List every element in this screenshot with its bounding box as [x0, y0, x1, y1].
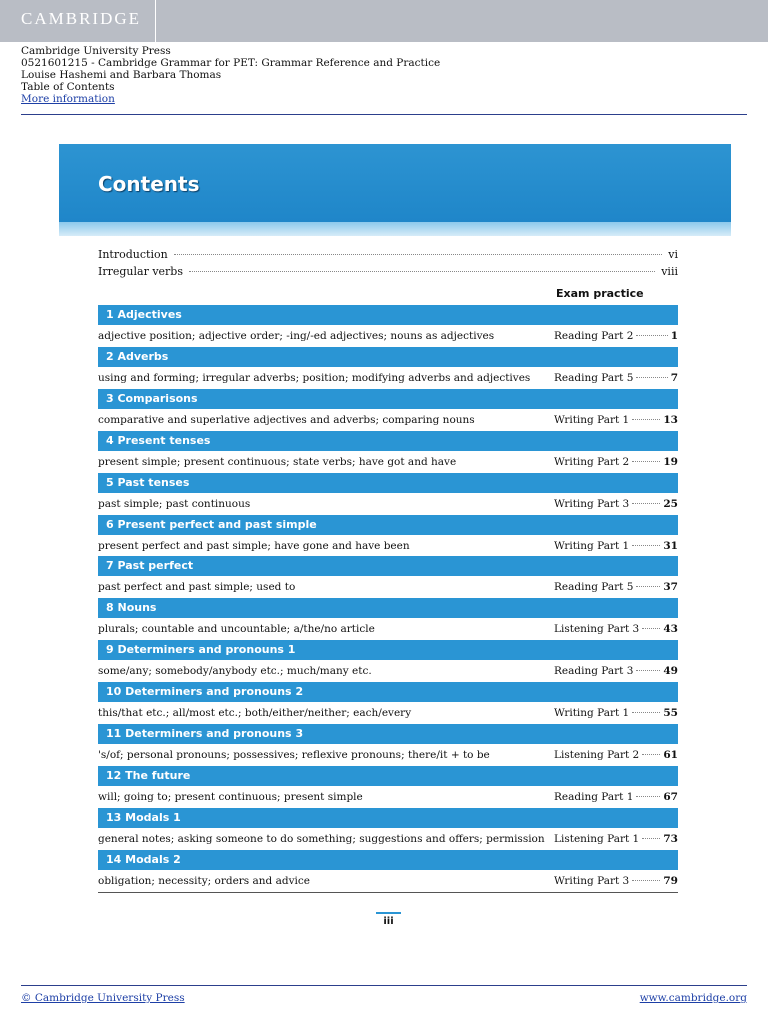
unit-heading: 4 Present tenses	[98, 431, 678, 451]
unit-page: 49	[663, 665, 678, 677]
leader-dots	[642, 754, 660, 755]
unit-page: 37	[663, 581, 678, 593]
contents-banner	[59, 144, 731, 222]
unit-exam	[554, 791, 678, 803]
unit-page: 55	[663, 707, 678, 719]
unit-heading: 2 Adverbs	[98, 347, 678, 367]
exam-part: Reading Part 5	[554, 372, 634, 384]
unit-description: using and forming; irregular adverbs; position; modifying adverbs and adjectives	[98, 372, 531, 384]
unit-row	[98, 367, 678, 390]
meta-section: Table of Contents	[21, 81, 115, 93]
unit-block	[98, 682, 678, 725]
unit-row	[98, 325, 678, 348]
exam-part: Writing Part 1	[554, 540, 630, 552]
unit-page: 25	[663, 498, 678, 510]
unit-description: adjective position; adjective order; -ing/-ed adjectives; nouns as adjectives	[98, 330, 495, 342]
banner-stripe	[59, 222, 731, 236]
exam-part: Writing Part 3	[554, 498, 630, 510]
unit-heading: 12 The future	[98, 766, 678, 786]
unit-description: will; going to; present continuous; present simple	[98, 791, 363, 803]
copyright-link[interactable]: © Cambridge University Press	[21, 992, 185, 1004]
unit-row	[98, 493, 678, 516]
unit-description: present simple; present continuous; state verbs; have got and have	[98, 456, 457, 468]
exam-part: Writing Part 1	[554, 707, 630, 719]
unit-exam	[554, 875, 678, 887]
exam-practice-heading: Exam practice	[556, 287, 644, 300]
toc-entry-label: Introduction	[98, 248, 168, 261]
unit-block	[98, 640, 678, 683]
unit-block	[98, 850, 678, 893]
exam-part: Listening Part 3	[554, 623, 640, 635]
unit-heading: 14 Modals 2	[98, 850, 678, 870]
unit-exam	[554, 414, 678, 426]
unit-heading: 9 Determiners and pronouns 1	[98, 640, 678, 660]
toc-entry-label: Irregular verbs	[98, 265, 183, 278]
unit-page: 19	[663, 456, 678, 468]
unit-exam	[554, 707, 678, 719]
unit-exam	[554, 749, 678, 761]
unit-description: general notes; asking someone to do something; suggestions and offers; permission	[98, 833, 545, 845]
unit-page: 43	[663, 623, 678, 635]
unit-row	[98, 660, 678, 683]
unit-block	[98, 473, 678, 516]
page-title: Contents	[98, 172, 200, 196]
exam-part: Reading Part 5	[554, 581, 634, 593]
unit-description: plurals; countable and uncountable; a/the/no article	[98, 623, 375, 635]
footer-divider	[21, 985, 747, 986]
leader-dots	[632, 419, 660, 420]
meta-authors: Louise Hashemi and Barbara Thomas	[21, 69, 222, 81]
unit-heading: 7 Past perfect	[98, 556, 678, 576]
unit-row	[98, 828, 678, 851]
leader-dots	[636, 335, 667, 336]
toc-entry-irregular-verbs	[98, 265, 678, 279]
unit-heading: 3 Comparisons	[98, 389, 678, 409]
unit-exam	[554, 372, 678, 384]
unit-page: 61	[663, 749, 678, 761]
toc-entry-page: viii	[661, 265, 678, 278]
unit-block	[98, 347, 678, 390]
unit-exam	[554, 623, 678, 635]
unit-page: 13	[663, 414, 678, 426]
meta-publisher: Cambridge University Press	[21, 45, 171, 57]
exam-part: Reading Part 2	[554, 330, 634, 342]
exam-part: Writing Part 2	[554, 456, 630, 468]
unit-page: 7	[670, 372, 678, 384]
unit-description: past perfect and past simple; used to	[98, 581, 296, 593]
unit-row	[98, 618, 678, 641]
document-meta	[21, 45, 440, 105]
unit-row	[98, 702, 678, 725]
leader-dots	[636, 377, 667, 378]
leader-dots	[632, 461, 660, 462]
unit-exam	[554, 498, 678, 510]
unit-row	[98, 744, 678, 767]
leader-dots	[632, 880, 660, 881]
unit-row	[98, 576, 678, 599]
leader-dots	[632, 712, 660, 713]
unit-heading: 5 Past tenses	[98, 473, 678, 493]
leader-dots	[642, 838, 660, 839]
unit-page: 73	[663, 833, 678, 845]
unit-page: 79	[663, 875, 678, 887]
meta-isbn-title: 0521601215 - Cambridge Grammar for PET: Grammar Reference and Practice	[21, 57, 441, 69]
unit-exam	[554, 581, 678, 593]
unit-block	[98, 766, 678, 809]
page-number: iii	[376, 912, 401, 927]
unit-heading: 1 Adjectives	[98, 305, 678, 325]
unit-page: 31	[663, 540, 678, 552]
more-information-link[interactable]: More information	[21, 93, 115, 105]
unit-description: this/that etc.; all/most etc.; both/either/neither; each/every	[98, 707, 412, 719]
unit-block	[98, 389, 678, 432]
unit-block	[98, 515, 678, 558]
leader-dots	[189, 271, 655, 272]
exam-part: Writing Part 1	[554, 414, 630, 426]
unit-row	[98, 535, 678, 558]
header-divider	[21, 114, 747, 115]
unit-description: obligation; necessity; orders and advice	[98, 875, 310, 887]
leader-dots	[632, 503, 660, 504]
exam-part: Writing Part 3	[554, 875, 630, 887]
leader-dots	[636, 670, 660, 671]
unit-description: past simple; past continuous	[98, 498, 251, 510]
unit-description: present perfect and past simple; have gone and have been	[98, 540, 410, 552]
unit-heading: 6 Present perfect and past simple	[98, 515, 678, 535]
unit-exam	[554, 833, 678, 845]
unit-heading: 8 Nouns	[98, 598, 678, 618]
toc-entry-introduction	[98, 248, 678, 262]
leader-dots	[642, 628, 660, 629]
unit-row	[98, 409, 678, 432]
exam-part: Reading Part 3	[554, 665, 634, 677]
leader-dots	[632, 545, 660, 546]
unit-block	[98, 431, 678, 474]
unit-page: 1	[670, 330, 678, 342]
unit-exam	[554, 665, 678, 677]
unit-heading: 13 Modals 1	[98, 808, 678, 828]
unit-row	[98, 870, 678, 893]
unit-heading: 11 Determiners and pronouns 3	[98, 724, 678, 744]
leader-dots	[174, 254, 663, 255]
unit-block	[98, 598, 678, 641]
unit-description: some/any; somebody/anybody etc.; much/many etc.	[98, 665, 372, 677]
cambridge-logo: CAMBRIDGE	[0, 0, 156, 42]
leader-dots	[636, 586, 660, 587]
top-bar	[0, 0, 768, 42]
unit-heading: 10 Determiners and pronouns 2	[98, 682, 678, 702]
unit-description: comparative and superlative adjectives and adverbs; comparing nouns	[98, 414, 475, 426]
leader-dots	[636, 796, 660, 797]
toc-entry-page: vi	[668, 248, 678, 261]
unit-block	[98, 305, 678, 348]
unit-block	[98, 556, 678, 599]
exam-part: Listening Part 2	[554, 749, 640, 761]
exam-part: Reading Part 1	[554, 791, 634, 803]
unit-row	[98, 786, 678, 809]
unit-exam	[554, 456, 678, 468]
unit-exam	[554, 540, 678, 552]
unit-description: 's/of; personal pronouns; possessives; reflexive pronouns; there/it + to be	[98, 749, 490, 761]
unit-block	[98, 808, 678, 851]
website-link[interactable]: www.cambridge.org	[639, 992, 747, 1004]
unit-block	[98, 724, 678, 767]
unit-page: 67	[663, 791, 678, 803]
unit-row	[98, 451, 678, 474]
unit-exam	[554, 330, 678, 342]
exam-part: Listening Part 1	[554, 833, 640, 845]
